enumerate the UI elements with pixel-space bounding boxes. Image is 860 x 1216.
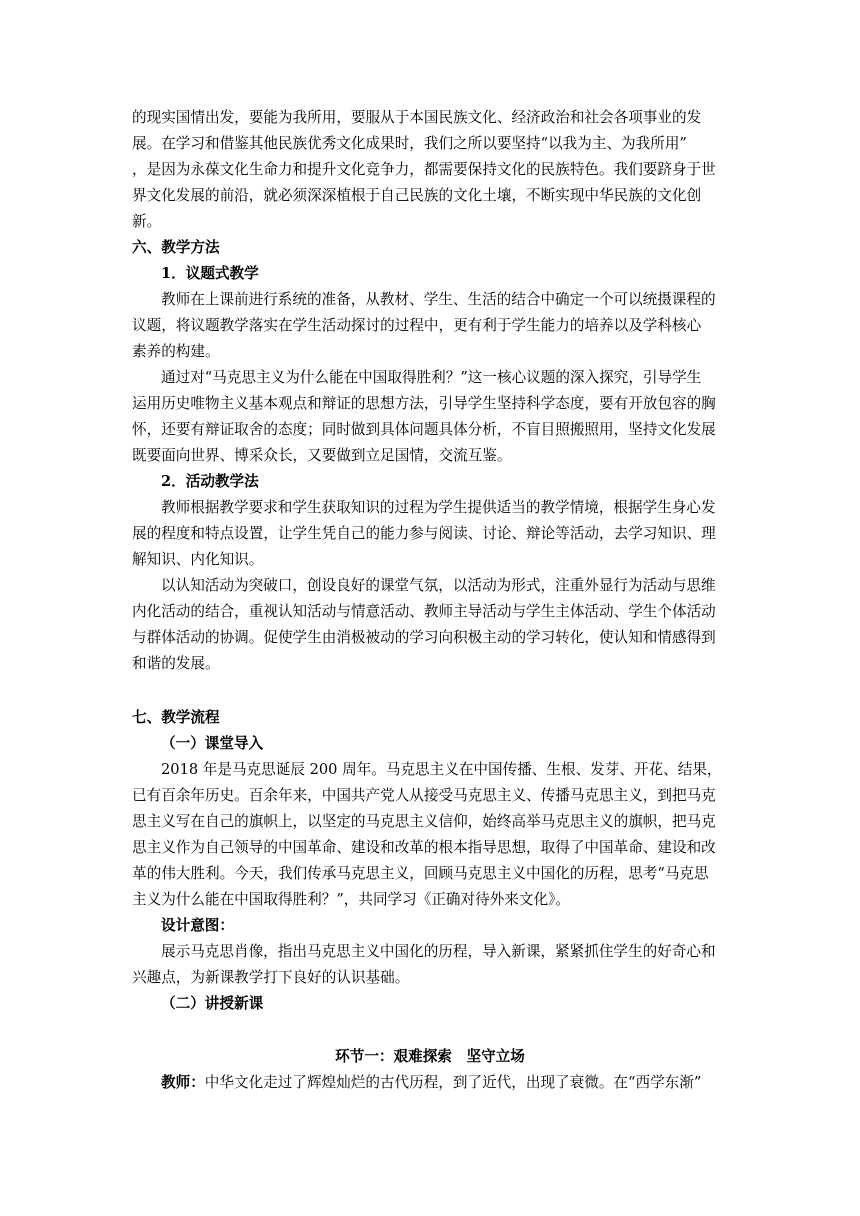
- design-intent-line-1: 展示马克思肖像，指出马克思主义中国化的历程，导入新课，紧紧抓住学生的好奇心和: [161, 943, 716, 960]
- section6-heading: 六、教学方法: [132, 239, 220, 256]
- method2-heading: 2．活动教学法: [161, 473, 259, 490]
- method2-para2-line-3: 与群体活动的协调。促使学生由消极被动的学习向积极主动的学习转化，使认知和情感得到: [132, 629, 716, 646]
- teacher-line: [161, 1070, 860, 1096]
- part1-para-line-4: 思主义作为自己领导的中国革命、建设和改革的根本指导思想，取得了中国革命、建设和改: [132, 839, 716, 856]
- method1-para2-line-1: 通过对“马克思主义为什么能在中国取得胜利？”这一核心议题的深入探究，引导学生: [161, 369, 702, 386]
- design-intent-line-2: 兴趣点，为新课教学打下良好的认识基础。: [132, 969, 410, 986]
- intro-line-1: 的现实国情出发，要能为我所用，要服从于本国民族文化、经济政治和社会各项事业的发: [132, 109, 702, 126]
- method1-heading: 1．议题式教学: [161, 265, 259, 282]
- part1-heading: （一）课堂导入: [161, 735, 264, 752]
- method1-para1-line-2: 议题，将议题教学落实在学生活动探讨的过程中，更有利于学生能力的培养以及学科核心: [132, 317, 702, 334]
- teacher-text: 中华文化走过了辉煌灿烂的古代历程，到了近代，出现了衰微。在“西学东渐”: [204, 1074, 702, 1091]
- method1-para1-line-3: 素养的构建。: [132, 343, 220, 360]
- part1-para-line-2: 已有百余年历史。百余年来，中国共产党人从接受马克思主义、传播马克思主义，到把马克: [132, 787, 716, 804]
- teacher-label: 教师：: [161, 1074, 205, 1091]
- method2-para1-line-3: 解知识、内化知识。: [132, 551, 264, 568]
- section7-heading: 七、教学流程: [132, 709, 220, 726]
- method1-para1-line-1: 教师在上课前进行系统的准备，从教材、学生、生活的结合中确定一个可以统摄课程的: [161, 291, 716, 308]
- method1-para2-line-2: 运用历史唯物主义基本观点和辩证的思想方法，引导学生坚持科学态度，要有开放包容的胸: [132, 395, 716, 412]
- method2-para1-line-1: 教师根据教学要求和学生获取知识的过程为学生提供适当的教学情境，根据学生身心发: [161, 499, 716, 516]
- intro-line-4: 界文化发展的前沿，就必须深深植根于自己民族的文化土壤，不断实现中华民族的文化创: [132, 187, 702, 204]
- method1-para2-line-4: 既要面向世界、博采众长，又要做到立足国情，交流互鉴。: [132, 447, 512, 464]
- intro-line-3: ，是因为永葆文化生命力和提升文化竞争力，都需要保持文化的民族特色。我们要跻身于世: [132, 161, 716, 178]
- design-intent-label: 设计意图：: [161, 917, 234, 934]
- part2-heading: （二）讲授新课: [161, 995, 264, 1012]
- method1-para2-line-3: 怀，还要有辩证取舍的态度；同时做到具体问题具体分析，不盲目照搬照用，坚持文化发展: [132, 421, 716, 438]
- method2-para2-line-4: 和谐的发展。: [132, 655, 220, 672]
- part1-para-line-5: 革的伟大胜利。今天，我们传承马克思主义，回顾马克思主义中国化的历程，思考“马克思: [132, 865, 709, 882]
- part1-para-line-1: 2018 年是马克思诞辰 200 周年。马克思主义在中国传播、生根、发芽、开花、结果，: [161, 761, 722, 778]
- part1-para-line-3: 思主义写在自己的旗帜上，以坚定的马克思主义信仰，始终高举马克思主义的旗帜，把马克: [132, 813, 716, 830]
- intro-line-2: 展。在学习和借鉴其他民族优秀文化成果时，我们之所以要坚持“以我为主、为我所用”: [132, 135, 687, 152]
- segment-title: 环节一：艰难探索 坚守立场: [335, 1048, 525, 1065]
- method2-para1-line-2: 展的程度和特点设置，让学生凭自己的能力参与阅读、讨论、辩论等活动，去学习知识、理: [132, 525, 716, 542]
- part1-para-line-6: 主义为什么能在中国取得胜利？”，共同学习《正确对待外来文化》。: [132, 891, 570, 908]
- method2-para2-line-1: 以认知活动为突破口，创设良好的课堂气氛，以活动为形式，注重外显行为活动与思维: [161, 577, 716, 594]
- intro-line-5: 新。: [132, 213, 162, 230]
- method2-para2-line-2: 内化活动的结合，重视认知活动与情意活动、教师主导活动与学生主体活动、学生个体活动: [132, 603, 716, 620]
